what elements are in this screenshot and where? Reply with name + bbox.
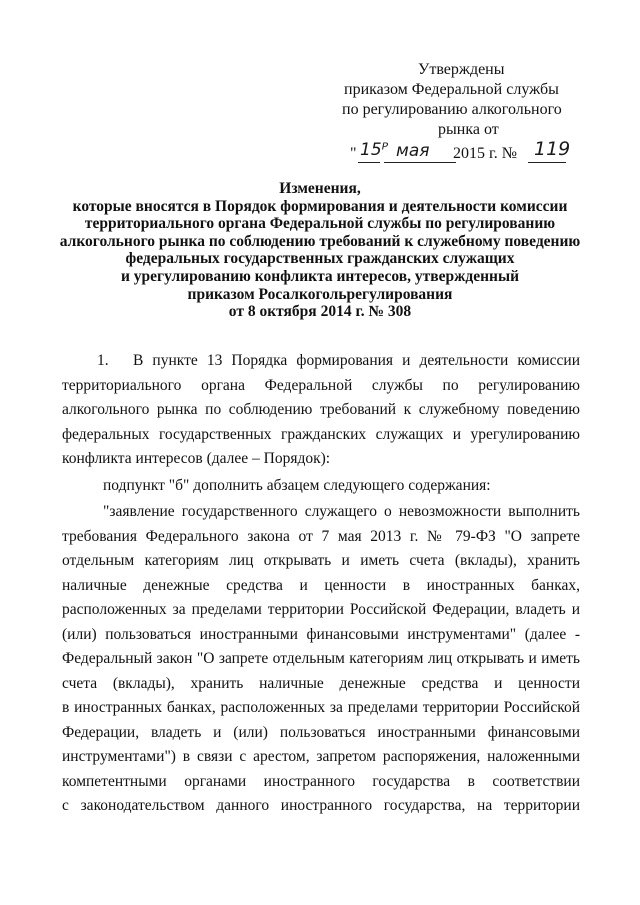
title-line: федеральных государственных гражданских служащих [125, 250, 515, 268]
document-body [62, 349, 580, 819]
day-underline [358, 162, 380, 163]
month-underline [384, 162, 456, 163]
line-text: В пункте 13 Порядка формирования и деятельности комиссии [133, 352, 580, 369]
date-quote: " [350, 145, 357, 162]
item-number: 1. [97, 352, 109, 369]
paragraph-line: Федерации, владеть и (или) пользоваться иностранными финансовыми [62, 723, 580, 741]
approval-line-approved: Утверждены [418, 61, 505, 78]
paragraph-line: требования Федерального закона от 7 мая 2013 г. № 79-ФЗ "О запрете [62, 527, 580, 545]
title-line: которые вносятся в Порядок формирования и деятельности комиссии [72, 197, 568, 215]
paragraph-line: подпункт "б" дополнить абзацем следующего содержания: [103, 476, 491, 494]
paragraph-3 [62, 500, 580, 819]
paragraph-line: конфликта интересов (далее – Порядок): [62, 450, 331, 467]
title-line: и урегулированию конфликта интересов, утвержденный [121, 267, 519, 285]
document-title [40, 180, 600, 321]
title-line: территориального органа Федеральной службы по регулированию [84, 215, 556, 233]
number-underline [528, 162, 566, 163]
paragraph-2 [62, 474, 580, 499]
approval-stamp-block [340, 60, 600, 166]
paragraph-line: (или) пользоваться иностранными финансовыми инструментами" (далее - [62, 625, 580, 643]
paragraph-line: в иностранных банках, расположенных за пределами территории Российской [62, 699, 580, 716]
paragraph-line: компетентными органами иностранного государства в соответствии [62, 772, 580, 790]
title-line: приказом Росалкогольрегулирования [187, 285, 453, 303]
title-line: Изменения, [279, 180, 361, 197]
approval-line-order: приказом Федеральной службы [344, 81, 559, 98]
paragraph-line: счета (вклады), хранить наличные денежные средства и ценности [62, 674, 580, 692]
year-text: 2015 г. № [453, 145, 518, 162]
paragraph-line: территориального органа Федеральной службы по регулированию [62, 376, 580, 394]
paragraph-line: "заявление государственного служащего о невозможности выполнить [103, 503, 580, 520]
handwritten-order-number: 119 [534, 138, 571, 160]
paragraph-1 [62, 349, 580, 472]
paragraph-line: с законодательством данного иностранного государства, на территории [62, 797, 580, 814]
handwritten-month: мая [396, 141, 430, 161]
paragraph-line: расположенных за пределами территории Российской Федерации, владеть и [62, 601, 580, 618]
paragraph-line: наличные денежные средства и ценности в иностранных банках, [62, 576, 580, 594]
title-line: алкогольного рынка по соблюдению требований к служебному поведению [59, 232, 581, 250]
approval-date-line [340, 138, 600, 166]
approval-line-regulation: по регулированию алкогольного [342, 101, 562, 118]
paragraph-line: отдельным категориям лиц открывать и иметь счета (вклады), хранить [62, 552, 580, 569]
paragraph-line [62, 349, 580, 374]
paragraph-line: Федеральный закон "О запрете отдельным категориям лиц открывать и иметь [62, 650, 580, 667]
approval-line-market-from: рынка от [438, 121, 499, 138]
handwritten-day: 15ᴾ [360, 140, 389, 160]
title-line: от 8 октября 2014 г. № 308 [228, 303, 412, 321]
paragraph-line: федеральных государственных гражданских служащих и урегулированию [62, 425, 580, 443]
paragraph-line: алкогольного рынка по соблюдению требований к служебному поведению [62, 401, 580, 418]
paragraph-line: инструментами") в связи с арестом, запретом распоряжения, наложенными [62, 748, 580, 765]
